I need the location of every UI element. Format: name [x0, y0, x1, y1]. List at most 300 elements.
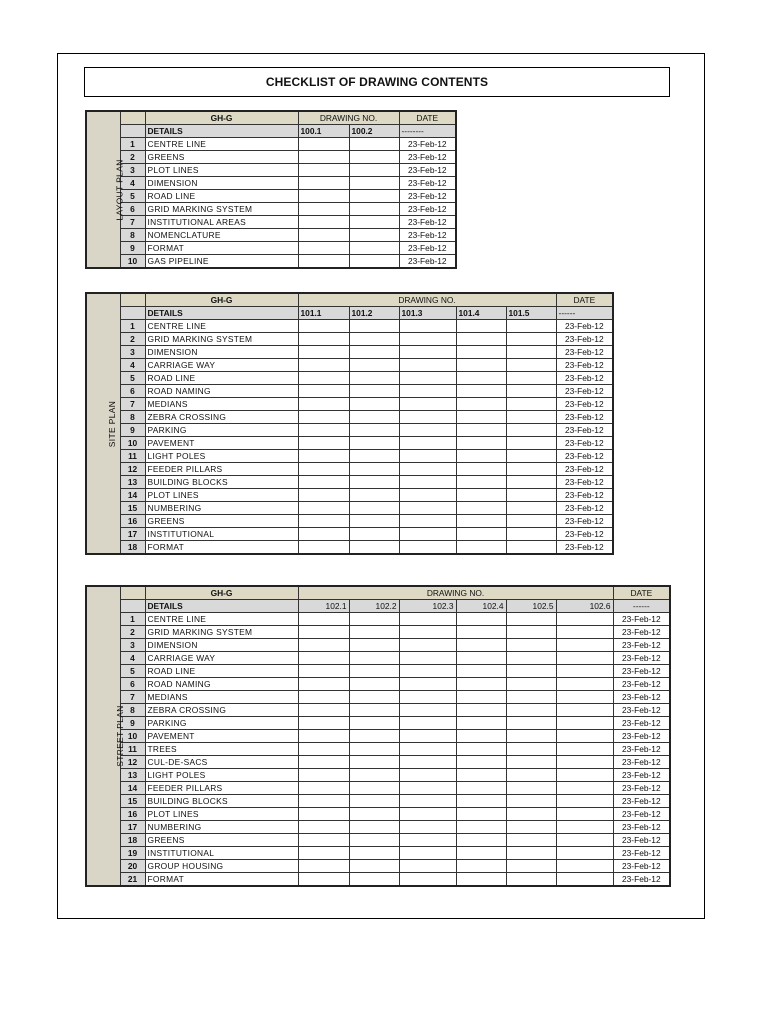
- row-number: 5: [120, 665, 145, 678]
- row-detail: INSTITUTIONAL: [145, 528, 298, 541]
- drawing-check-cell: [399, 678, 456, 691]
- row-detail: GREENS: [145, 151, 298, 164]
- drawing-check-cell: [506, 743, 556, 756]
- row-date: 23-Feb-12: [556, 346, 613, 359]
- table-row: [86, 333, 613, 346]
- row-date: 23-Feb-12: [613, 769, 670, 782]
- row-number: 21: [120, 873, 145, 887]
- section-label-text: STREET PLAN: [114, 705, 125, 767]
- drawing-no-header: DRAWING NO.: [298, 586, 613, 600]
- drawing-check-cell: [349, 613, 399, 626]
- drawing-check-cell: [349, 489, 399, 502]
- drawing-check-cell: [349, 691, 399, 704]
- drawing-check-cell: [349, 190, 399, 203]
- drawing-check-cell: [349, 372, 399, 385]
- table-row: [86, 743, 670, 756]
- drawing-check-cell: [556, 821, 613, 834]
- drawing-check-cell: [456, 834, 506, 847]
- drawing-number: 101.1: [298, 307, 349, 320]
- drawing-check-cell: [298, 424, 349, 437]
- row-date: 23-Feb-12: [556, 320, 613, 333]
- row-number: 14: [120, 782, 145, 795]
- drawing-check-cell: [506, 639, 556, 652]
- row-detail: PLOT LINES: [145, 808, 298, 821]
- row-date: 23-Feb-12: [556, 437, 613, 450]
- table-row: [86, 411, 613, 424]
- drawing-check-cell: [298, 450, 349, 463]
- drawing-check-cell: [456, 808, 506, 821]
- drawing-check-cell: [456, 476, 506, 489]
- drawing-check-cell: [399, 359, 456, 372]
- drawing-check-cell: [298, 320, 349, 333]
- table-row: [86, 489, 613, 502]
- table-row: [86, 691, 670, 704]
- row-number: 5: [120, 372, 145, 385]
- drawing-check-cell: [556, 743, 613, 756]
- drawing-check-cell: [399, 502, 456, 515]
- drawing-check-cell: [399, 717, 456, 730]
- drawing-check-cell: [349, 411, 399, 424]
- page-title: [84, 67, 670, 97]
- row-number: 1: [120, 138, 145, 151]
- drawing-check-cell: [298, 502, 349, 515]
- table-row: [86, 639, 670, 652]
- date-header: DATE: [399, 111, 456, 125]
- drawing-check-cell: [399, 808, 456, 821]
- row-detail: PAVEMENT: [145, 730, 298, 743]
- drawing-check-cell: [506, 730, 556, 743]
- drawing-check-cell: [456, 320, 506, 333]
- section-label-text: LAYOUT PLAN: [114, 158, 125, 221]
- row-number: 5: [120, 190, 145, 203]
- drawing-check-cell: [456, 756, 506, 769]
- row-detail: BUILDING BLOCKS: [145, 476, 298, 489]
- drawing-check-cell: [349, 730, 399, 743]
- drawing-check-cell: [298, 359, 349, 372]
- drawing-number: 102.2: [349, 600, 399, 613]
- row-detail: MEDIANS: [145, 398, 298, 411]
- drawing-check-cell: [506, 873, 556, 887]
- row-number: 1: [120, 613, 145, 626]
- row-date: 23-Feb-12: [556, 502, 613, 515]
- drawing-check-cell: [298, 704, 349, 717]
- row-number: 3: [120, 164, 145, 177]
- row-detail: FORMAT: [145, 242, 298, 255]
- row-detail: LIGHT POLES: [145, 769, 298, 782]
- drawing-check-cell: [349, 333, 399, 346]
- row-number: 7: [120, 398, 145, 411]
- section-layout-plan: [85, 110, 457, 269]
- drawing-check-cell: [456, 782, 506, 795]
- row-detail: LIGHT POLES: [145, 450, 298, 463]
- header-spacer: [120, 293, 145, 307]
- drawing-check-cell: [298, 541, 349, 555]
- row-date: 23-Feb-12: [613, 795, 670, 808]
- drawing-check-cell: [456, 541, 506, 555]
- row-date: 23-Feb-12: [399, 190, 456, 203]
- row-number: 10: [120, 730, 145, 743]
- drawing-number: 102.1: [298, 600, 349, 613]
- row-detail: GREENS: [145, 515, 298, 528]
- row-number: 2: [120, 333, 145, 346]
- drawing-check-cell: [298, 756, 349, 769]
- drawing-check-cell: [298, 138, 349, 151]
- drawing-check-cell: [399, 626, 456, 639]
- drawing-check-cell: [349, 515, 399, 528]
- row-date: 23-Feb-12: [613, 756, 670, 769]
- drawing-check-cell: [298, 216, 349, 229]
- row-number: 3: [120, 639, 145, 652]
- row-detail: ROAD LINE: [145, 372, 298, 385]
- drawing-check-cell: [556, 613, 613, 626]
- table-row: [86, 795, 670, 808]
- drawing-check-cell: [349, 860, 399, 873]
- drawing-check-cell: [556, 782, 613, 795]
- row-date: 23-Feb-12: [399, 151, 456, 164]
- row-number: 10: [120, 255, 145, 269]
- drawing-check-cell: [456, 626, 506, 639]
- drawing-check-cell: [349, 138, 399, 151]
- drawing-check-cell: [399, 665, 456, 678]
- drawing-check-cell: [349, 359, 399, 372]
- drawing-check-cell: [506, 847, 556, 860]
- row-detail: DIMENSION: [145, 639, 298, 652]
- drawing-check-cell: [506, 691, 556, 704]
- row-date: 23-Feb-12: [613, 873, 670, 887]
- table-row: [86, 476, 613, 489]
- drawing-check-cell: [456, 652, 506, 665]
- drawing-check-cell: [349, 203, 399, 216]
- row-detail: PARKING: [145, 424, 298, 437]
- table-row: [86, 164, 456, 177]
- drawing-check-cell: [298, 190, 349, 203]
- drawing-check-cell: [349, 398, 399, 411]
- drawing-check-cell: [506, 626, 556, 639]
- drawing-check-cell: [506, 541, 556, 555]
- row-number: 17: [120, 528, 145, 541]
- drawing-check-cell: [349, 678, 399, 691]
- details-header: DETAILS: [145, 600, 298, 613]
- table-row: [86, 190, 456, 203]
- drawing-check-cell: [456, 730, 506, 743]
- row-number: 12: [120, 463, 145, 476]
- row-date: 23-Feb-12: [556, 489, 613, 502]
- section-label: [86, 111, 125, 268]
- row-number: 3: [120, 346, 145, 359]
- drawing-check-cell: [399, 398, 456, 411]
- row-date: 23-Feb-12: [399, 229, 456, 242]
- drawing-check-cell: [298, 372, 349, 385]
- drawing-check-cell: [349, 151, 399, 164]
- drawing-check-cell: [506, 769, 556, 782]
- table-row: [86, 873, 670, 887]
- row-detail: ZEBRA CROSSING: [145, 704, 298, 717]
- row-detail: GRID MARKING SYSTEM: [145, 333, 298, 346]
- drawing-check-cell: [556, 756, 613, 769]
- row-date: 23-Feb-12: [613, 717, 670, 730]
- drawing-number: 102.5: [506, 600, 556, 613]
- drawing-check-cell: [456, 795, 506, 808]
- row-date: 23-Feb-12: [613, 730, 670, 743]
- row-number: 8: [120, 704, 145, 717]
- drawing-check-cell: [298, 463, 349, 476]
- row-detail: PAVEMENT: [145, 437, 298, 450]
- drawing-check-cell: [298, 411, 349, 424]
- drawing-no-header: DRAWING NO.: [298, 293, 556, 307]
- drawing-check-cell: [506, 333, 556, 346]
- drawing-check-cell: [556, 652, 613, 665]
- row-date: 23-Feb-12: [613, 704, 670, 717]
- row-number: 9: [120, 242, 145, 255]
- row-number: 17: [120, 821, 145, 834]
- drawing-check-cell: [349, 385, 399, 398]
- drawing-check-cell: [298, 795, 349, 808]
- row-number: 12: [120, 756, 145, 769]
- row-number: 9: [120, 717, 145, 730]
- row-date: 23-Feb-12: [556, 476, 613, 489]
- row-date: 23-Feb-12: [556, 385, 613, 398]
- row-date: 23-Feb-12: [556, 359, 613, 372]
- drawing-check-cell: [399, 463, 456, 476]
- date-placeholder: ------: [613, 600, 670, 613]
- row-number: 18: [120, 541, 145, 555]
- table-row: [86, 730, 670, 743]
- row-detail: MEDIANS: [145, 691, 298, 704]
- drawing-check-cell: [298, 730, 349, 743]
- drawing-check-cell: [298, 229, 349, 242]
- drawing-check-cell: [456, 385, 506, 398]
- row-number: 4: [120, 359, 145, 372]
- drawing-check-cell: [298, 476, 349, 489]
- drawing-check-cell: [556, 626, 613, 639]
- row-number: 7: [120, 691, 145, 704]
- drawing-check-cell: [506, 515, 556, 528]
- drawing-check-cell: [506, 398, 556, 411]
- drawing-check-cell: [298, 255, 349, 269]
- row-date: 23-Feb-12: [556, 424, 613, 437]
- drawing-number: 100.2: [349, 125, 399, 138]
- drawing-check-cell: [506, 463, 556, 476]
- drawing-check-cell: [298, 203, 349, 216]
- drawing-check-cell: [399, 333, 456, 346]
- row-date: 23-Feb-12: [399, 203, 456, 216]
- drawing-check-cell: [399, 782, 456, 795]
- table-row: [86, 528, 613, 541]
- row-number: 16: [120, 808, 145, 821]
- subheader-spacer: [120, 600, 145, 613]
- drawing-check-cell: [349, 437, 399, 450]
- row-detail: GRID MARKING SYSTEM: [145, 203, 298, 216]
- table-row: [86, 424, 613, 437]
- row-detail: PLOT LINES: [145, 489, 298, 502]
- drawing-check-cell: [456, 437, 506, 450]
- drawing-check-cell: [349, 541, 399, 555]
- drawing-check-cell: [298, 385, 349, 398]
- drawing-check-cell: [556, 795, 613, 808]
- table-row: [86, 385, 613, 398]
- row-detail: TREES: [145, 743, 298, 756]
- drawing-check-cell: [556, 639, 613, 652]
- row-date: 23-Feb-12: [399, 216, 456, 229]
- drawing-check-cell: [399, 411, 456, 424]
- table-row: [86, 398, 613, 411]
- drawing-check-cell: [399, 372, 456, 385]
- table-row: [86, 847, 670, 860]
- row-detail: DIMENSION: [145, 177, 298, 190]
- row-number: 19: [120, 847, 145, 860]
- drawing-check-cell: [298, 782, 349, 795]
- drawing-check-cell: [506, 678, 556, 691]
- drawing-check-cell: [399, 860, 456, 873]
- row-date: 23-Feb-12: [613, 665, 670, 678]
- drawing-check-cell: [399, 541, 456, 555]
- row-detail: GROUP HOUSING: [145, 860, 298, 873]
- drawing-check-cell: [298, 743, 349, 756]
- page-title-text: CHECKLIST OF DRAWING CONTENTS: [265, 75, 489, 89]
- drawing-check-cell: [298, 769, 349, 782]
- drawing-check-cell: [456, 873, 506, 887]
- drawing-check-cell: [298, 873, 349, 887]
- row-number: 14: [120, 489, 145, 502]
- checklist-table: [85, 292, 614, 555]
- drawing-check-cell: [399, 795, 456, 808]
- drawing-number: 101.3: [399, 307, 456, 320]
- drawing-check-cell: [349, 769, 399, 782]
- drawing-check-cell: [399, 515, 456, 528]
- drawing-check-cell: [298, 613, 349, 626]
- row-detail: ROAD NAMING: [145, 385, 298, 398]
- row-number: 8: [120, 411, 145, 424]
- drawing-check-cell: [399, 346, 456, 359]
- row-number: 4: [120, 652, 145, 665]
- row-detail: ROAD NAMING: [145, 678, 298, 691]
- drawing-check-cell: [456, 450, 506, 463]
- row-date: 23-Feb-12: [556, 463, 613, 476]
- row-detail: PLOT LINES: [145, 164, 298, 177]
- drawing-check-cell: [298, 151, 349, 164]
- drawing-check-cell: [506, 652, 556, 665]
- row-detail: PARKING: [145, 717, 298, 730]
- drawing-check-cell: [298, 821, 349, 834]
- drawing-check-cell: [399, 704, 456, 717]
- drawing-check-cell: [349, 873, 399, 887]
- drawing-check-cell: [506, 476, 556, 489]
- drawing-check-cell: [506, 359, 556, 372]
- row-detail: CENTRE LINE: [145, 138, 298, 151]
- drawing-check-cell: [349, 528, 399, 541]
- row-number: 7: [120, 216, 145, 229]
- drawing-check-cell: [506, 346, 556, 359]
- row-detail: BUILDING BLOCKS: [145, 795, 298, 808]
- drawing-check-cell: [399, 528, 456, 541]
- drawing-check-cell: [399, 769, 456, 782]
- drawing-check-cell: [506, 704, 556, 717]
- row-date: 23-Feb-12: [556, 398, 613, 411]
- date-header: DATE: [556, 293, 613, 307]
- drawing-check-cell: [349, 821, 399, 834]
- row-date: 23-Feb-12: [399, 177, 456, 190]
- drawing-number: 102.3: [399, 600, 456, 613]
- drawing-check-cell: [349, 847, 399, 860]
- table-row: [86, 515, 613, 528]
- drawing-check-cell: [298, 242, 349, 255]
- drawing-check-cell: [506, 613, 556, 626]
- table-row: [86, 704, 670, 717]
- drawing-check-cell: [349, 717, 399, 730]
- drawing-check-cell: [506, 502, 556, 515]
- section-site-plan: [85, 292, 614, 555]
- table-row: [86, 151, 456, 164]
- row-date: 23-Feb-12: [556, 515, 613, 528]
- drawing-check-cell: [349, 665, 399, 678]
- row-detail: NOMENCLATURE: [145, 229, 298, 242]
- drawing-check-cell: [399, 730, 456, 743]
- drawing-check-cell: [556, 873, 613, 887]
- drawing-check-cell: [349, 476, 399, 489]
- drawing-check-cell: [556, 769, 613, 782]
- row-date: 23-Feb-12: [613, 639, 670, 652]
- row-detail: FEEDER PILLARS: [145, 782, 298, 795]
- drawing-check-cell: [298, 834, 349, 847]
- row-date: 23-Feb-12: [399, 242, 456, 255]
- row-number: 15: [120, 795, 145, 808]
- drawing-check-cell: [556, 847, 613, 860]
- row-detail: FEEDER PILLARS: [145, 463, 298, 476]
- drawing-check-cell: [399, 450, 456, 463]
- drawing-check-cell: [349, 242, 399, 255]
- row-detail: NUMBERING: [145, 502, 298, 515]
- header-spacer: [120, 586, 145, 600]
- drawing-check-cell: [349, 743, 399, 756]
- drawing-check-cell: [349, 704, 399, 717]
- drawing-check-cell: [506, 437, 556, 450]
- drawing-check-cell: [556, 860, 613, 873]
- row-detail: ROAD LINE: [145, 665, 298, 678]
- drawing-check-cell: [456, 463, 506, 476]
- drawing-check-cell: [349, 450, 399, 463]
- row-detail: NUMBERING: [145, 821, 298, 834]
- drawing-check-cell: [506, 782, 556, 795]
- row-detail: FORMAT: [145, 873, 298, 887]
- row-number: 8: [120, 229, 145, 242]
- drawing-check-cell: [456, 398, 506, 411]
- drawing-check-cell: [349, 782, 399, 795]
- row-date: 23-Feb-12: [556, 333, 613, 346]
- drawing-number: 101.5: [506, 307, 556, 320]
- table-row: [86, 626, 670, 639]
- drawing-check-cell: [556, 717, 613, 730]
- row-detail: GRID MARKING SYSTEM: [145, 626, 298, 639]
- row-date: 23-Feb-12: [613, 782, 670, 795]
- row-detail: ZEBRA CROSSING: [145, 411, 298, 424]
- drawing-check-cell: [399, 847, 456, 860]
- drawing-check-cell: [349, 346, 399, 359]
- drawing-check-cell: [349, 320, 399, 333]
- drawing-check-cell: [456, 743, 506, 756]
- row-number: 13: [120, 476, 145, 489]
- row-number: 4: [120, 177, 145, 190]
- table-row: [86, 177, 456, 190]
- drawing-check-cell: [298, 691, 349, 704]
- drawing-check-cell: [349, 255, 399, 269]
- section-label: [86, 293, 120, 554]
- row-date: 23-Feb-12: [556, 528, 613, 541]
- row-detail: INSTITUTIONAL AREAS: [145, 216, 298, 229]
- drawing-check-cell: [506, 528, 556, 541]
- drawing-check-cell: [399, 437, 456, 450]
- table-row: [86, 541, 613, 555]
- drawing-check-cell: [456, 769, 506, 782]
